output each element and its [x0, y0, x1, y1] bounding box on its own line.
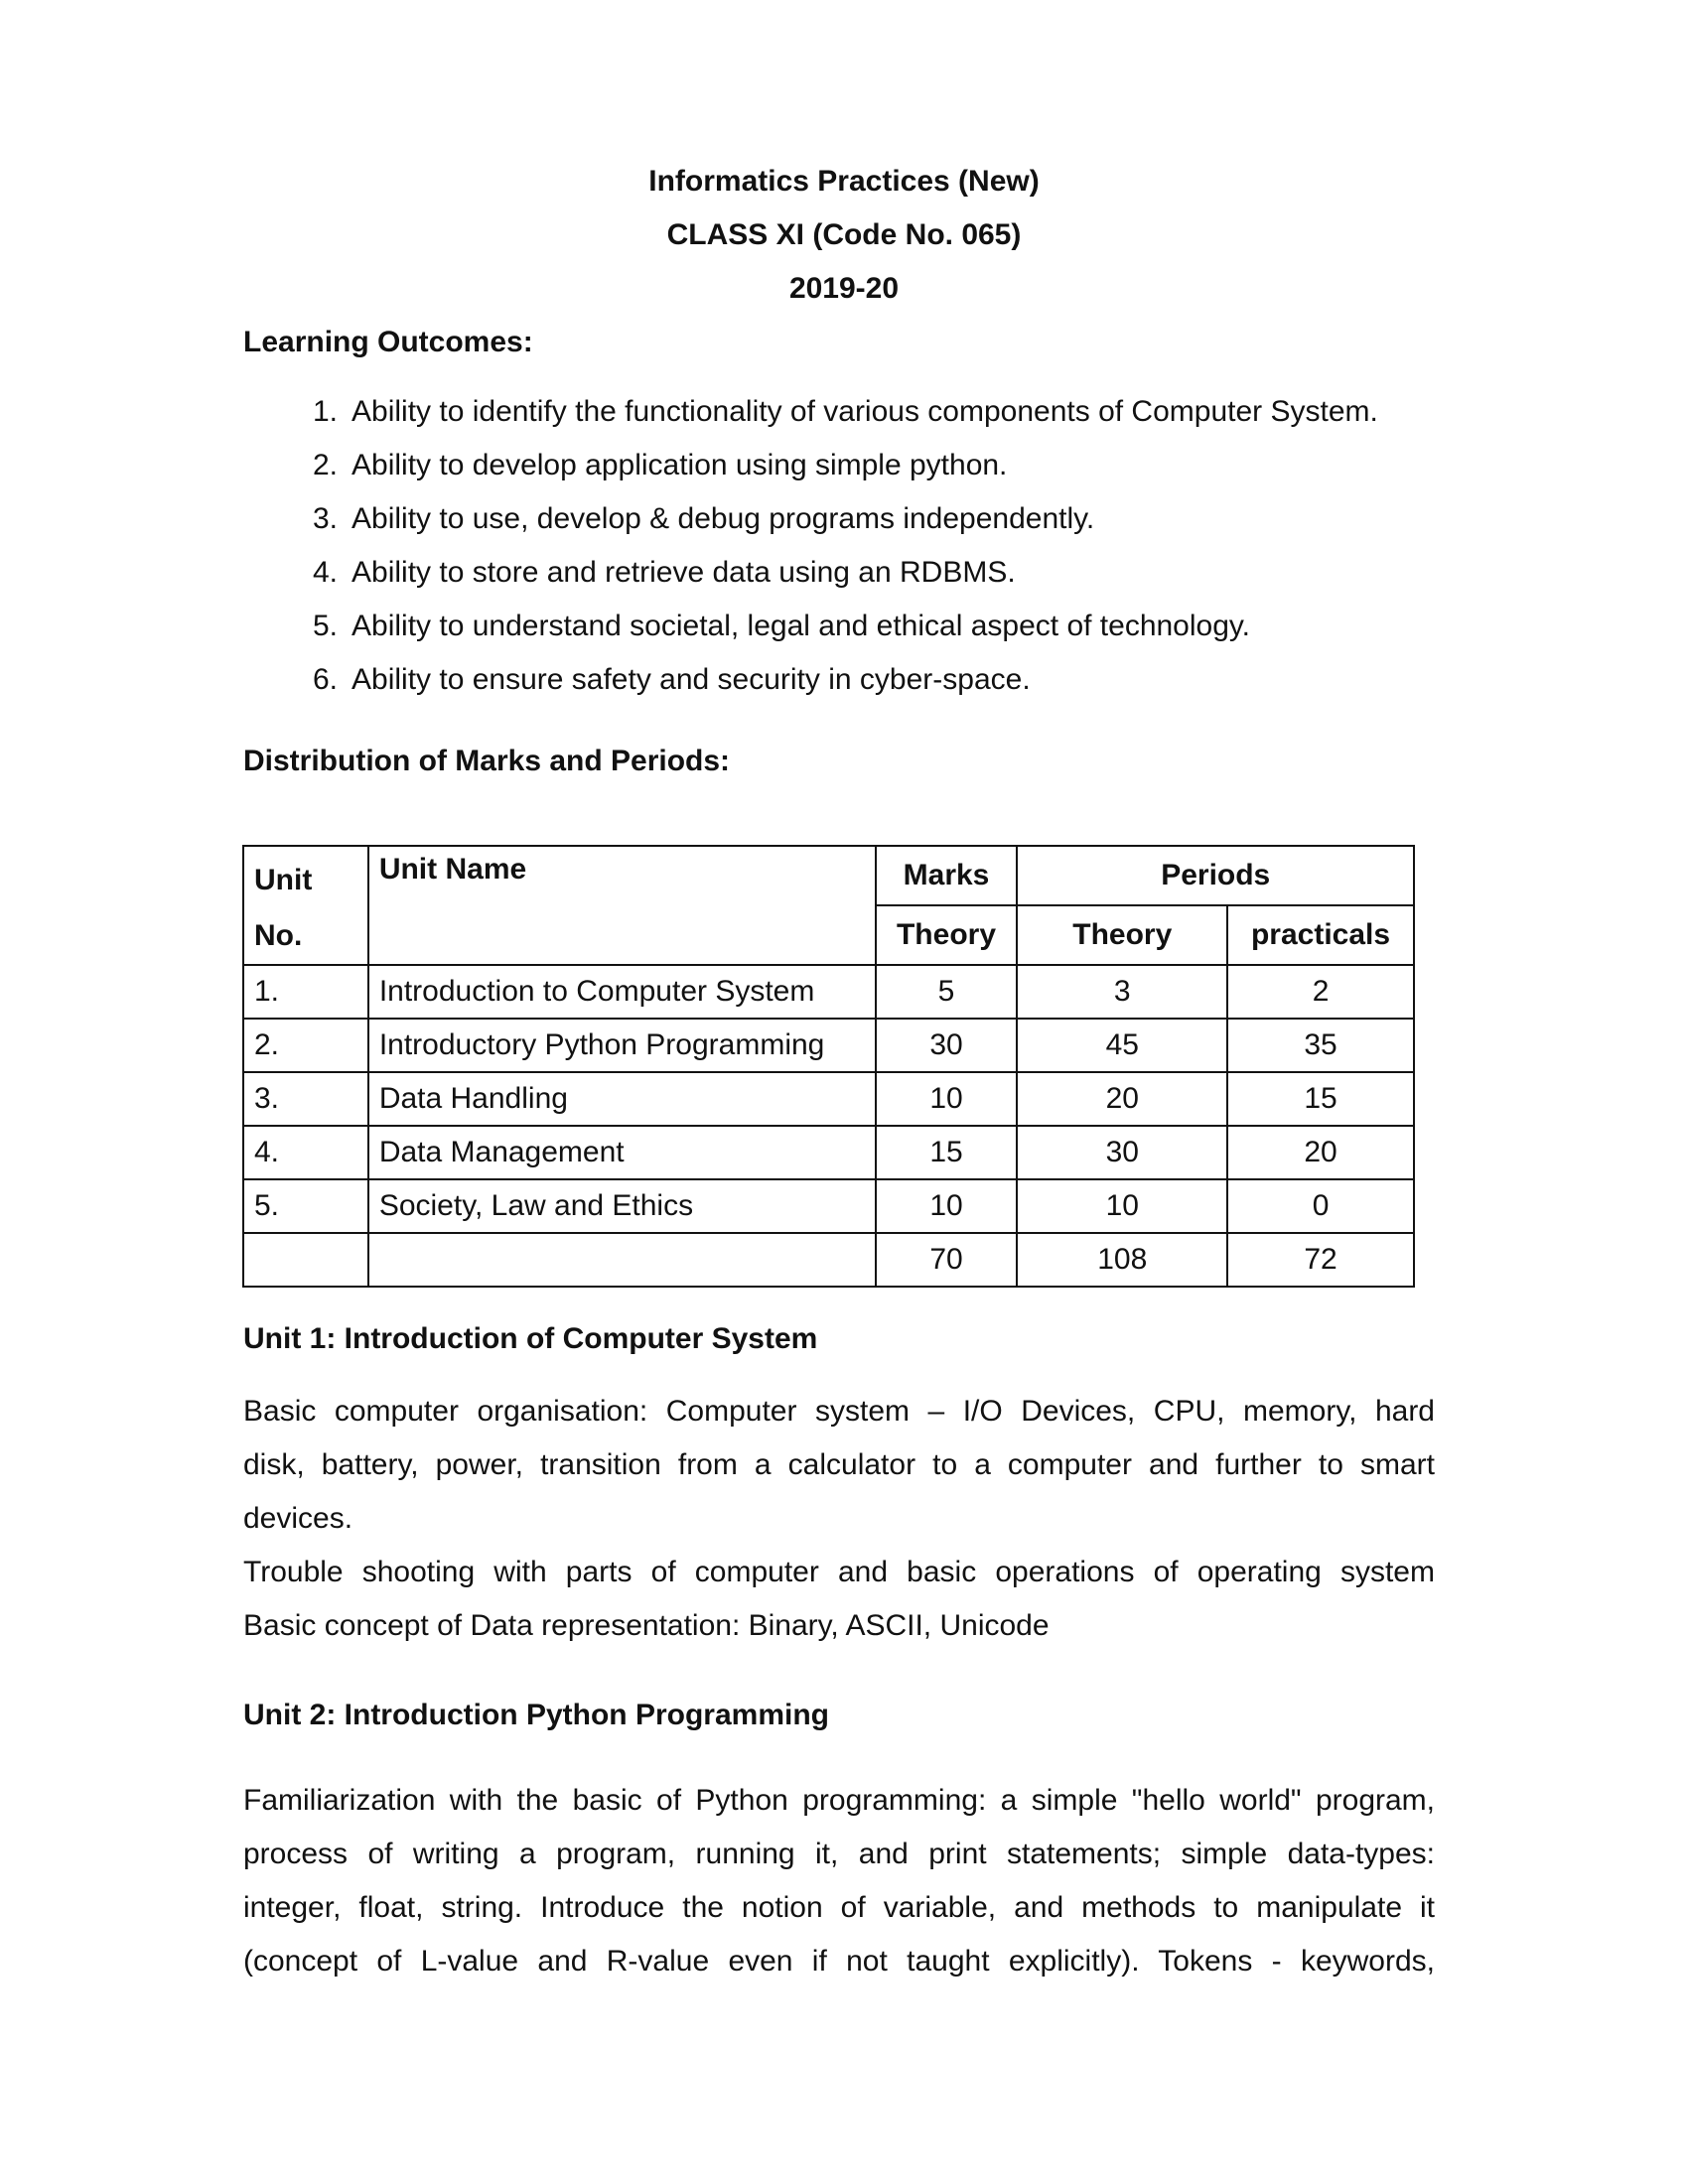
total-theory-periods-cell: 108 [1017, 1233, 1227, 1287]
theory-periods-cell: 45 [1017, 1019, 1227, 1072]
list-item [243, 500, 1435, 554]
marks-cell: 15 [876, 1126, 1018, 1179]
table-row [243, 1179, 1414, 1233]
unit1-heading: Unit 1: Introduction of Computer System [243, 1322, 818, 1355]
marks-header: Marks [876, 846, 1018, 905]
theory-periods-cell: 20 [1017, 1072, 1227, 1126]
document-title: Informatics Practices (New) [648, 165, 1040, 198]
practical-periods-cell: 0 [1227, 1179, 1414, 1233]
table-row [243, 1126, 1414, 1179]
marks-cell: 10 [876, 1072, 1018, 1126]
total-practical-periods-cell: 72 [1227, 1233, 1414, 1287]
periods-header: Periods [1017, 846, 1414, 905]
periods-theory-header: Theory [1017, 905, 1227, 965]
list-item-number: 1. [312, 395, 338, 428]
unit-no-cell: 1. [243, 965, 368, 1019]
list-item [243, 661, 1435, 715]
unit2-body [243, 1774, 1435, 1988]
marks-cell: 5 [876, 965, 1018, 1019]
theory-periods-cell: 10 [1017, 1179, 1227, 1233]
unit1-line: devices. [243, 1502, 353, 1535]
marks-theory-header: Theory [876, 905, 1018, 965]
unit-no-cell: 4. [243, 1126, 368, 1179]
total-marks-cell: 70 [876, 1233, 1018, 1287]
periods-practicals-header: practicals [1227, 905, 1414, 965]
list-item-text: Ability to ensure safety and security in cyber-space. [352, 663, 1031, 696]
unit1-line: disk, battery, power, transition from a calculator to a computer and further to smart [243, 1448, 1435, 1481]
practical-periods-cell: 35 [1227, 1019, 1414, 1072]
list-item-text: Ability to understand societal, legal and ethical aspect of technology. [352, 610, 1251, 642]
unit-name-cell: Data Handling [368, 1072, 876, 1126]
class-code-line: CLASS XI (Code No. 065) [666, 218, 1022, 251]
unit-no-header-line2: No. [254, 919, 303, 952]
practical-periods-cell: 15 [1227, 1072, 1414, 1126]
unit1-line: Basic concept of Data representation: Binary, ASCII, Unicode [243, 1609, 1050, 1642]
list-item-number: 5. [312, 610, 338, 642]
list-item-text: Ability to store and retrieve data using an RDBMS. [352, 556, 1016, 589]
table-header-row [243, 846, 1414, 905]
theory-periods-cell: 30 [1017, 1126, 1227, 1179]
distribution-heading: Distribution of Marks and Periods: [243, 745, 731, 777]
unit1-body [243, 1385, 1435, 1653]
list-item-number: 6. [312, 663, 338, 696]
unit-no-header [243, 846, 368, 965]
learning-outcomes-heading: Learning Outcomes: [243, 326, 533, 358]
unit2-line: Familiarization with the basic of Python programming: a simple "hello world" program, [243, 1784, 1435, 1817]
table-total-row [243, 1233, 1414, 1287]
unit1-line: Basic computer organisation: Computer system – I/O Devices, CPU, memory, hard [243, 1395, 1435, 1428]
unit2-heading: Unit 2: Introduction Python Programming [243, 1699, 829, 1731]
total-unit-name-cell [368, 1233, 876, 1287]
unit-name-header: Unit Name [368, 846, 876, 965]
unit-no-cell: 2. [243, 1019, 368, 1072]
table-row [243, 965, 1414, 1019]
learning-outcomes-list [243, 393, 1435, 715]
marks-periods-table [242, 845, 1415, 1288]
unit1-line: Trouble shooting with parts of computer and basic operations of operating system [243, 1556, 1435, 1588]
unit-no-cell: 3. [243, 1072, 368, 1126]
theory-periods-cell: 3 [1017, 965, 1227, 1019]
list-item-number: 3. [312, 502, 338, 535]
marks-cell: 10 [876, 1179, 1018, 1233]
list-item-text: Ability to use, develop & debug programs independently. [352, 502, 1095, 535]
list-item-number: 2. [312, 449, 338, 481]
practical-periods-cell: 20 [1227, 1126, 1414, 1179]
unit-name-cell: Introduction to Computer System [368, 965, 876, 1019]
unit-no-header-line1: Unit [254, 864, 313, 896]
unit2-line: (concept of L-value and R-value even if not taught explicitly). Tokens - keywords, [243, 1945, 1435, 1978]
unit-name-cell: Data Management [368, 1126, 876, 1179]
total-unit-no-cell [243, 1233, 368, 1287]
unit-no-cell: 5. [243, 1179, 368, 1233]
table-row [243, 1019, 1414, 1072]
unit-name-cell: Society, Law and Ethics [368, 1179, 876, 1233]
table-row [243, 1072, 1414, 1126]
unit2-line: integer, float, string. Introduce the notion of variable, and methods to manipulate it [243, 1891, 1435, 1924]
practical-periods-cell: 2 [1227, 965, 1414, 1019]
unit-name-cell: Introductory Python Programming [368, 1019, 876, 1072]
list-item-number: 4. [312, 556, 338, 589]
marks-cell: 30 [876, 1019, 1018, 1072]
unit2-line: process of writing a program, running it, and print statements; simple data-types: [243, 1838, 1435, 1870]
session-year: 2019-20 [788, 272, 900, 305]
list-item [243, 608, 1435, 661]
list-item-text: Ability to develop application using simple python. [352, 449, 1008, 481]
list-item [243, 554, 1435, 608]
list-item-text: Ability to identify the functionality of various components of Computer System. [352, 395, 1378, 428]
list-item [243, 447, 1435, 500]
list-item [243, 393, 1435, 447]
